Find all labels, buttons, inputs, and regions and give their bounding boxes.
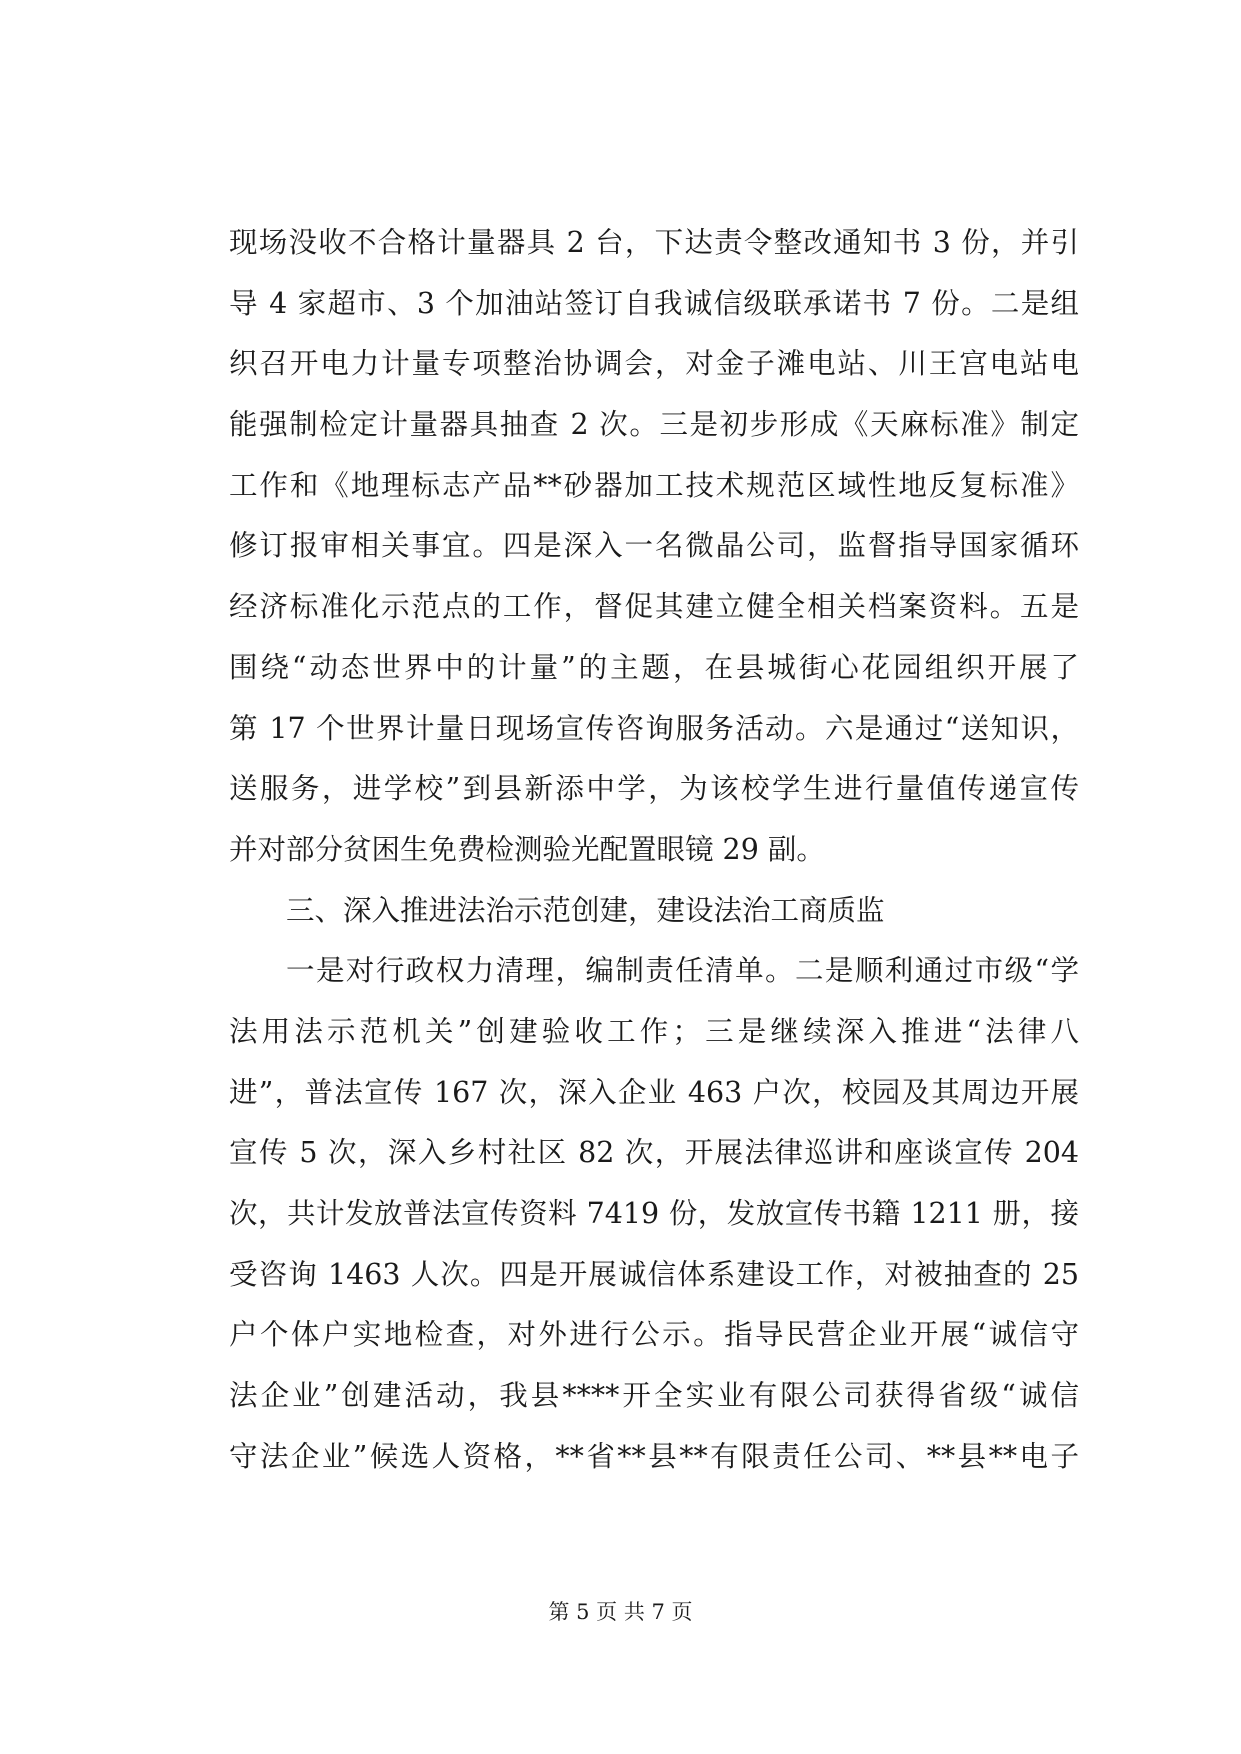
- text-line: 工作和《地理标志产品**砂器加工技术规范区域性地反复标准》: [229, 468, 1079, 502]
- section-heading: 三、深入推进法治示范创建，建设法治工商质监: [286, 893, 885, 927]
- text-line: 现场没收不合格计量器具 2 台，下达责令整改通知书 3 份，并引: [229, 226, 1079, 259]
- text-line: 织召开电力计量专项整治协调会，对金子滩电站、川王宫电站电: [229, 347, 1079, 381]
- text-line: 能强制检定计量器具抽查 2 次。三是初步形成《天麻标准》制定: [229, 408, 1079, 442]
- text-line: 导 4 家超市、3 个加油站签订自我诚信级联承诺书 7 份。二是组: [229, 286, 1079, 320]
- text-line: 进”，普法宣传 167 次，深入企业 463 户次，校园及其周边开展: [229, 1075, 1079, 1109]
- paragraph-rule-of-law: [229, 941, 1079, 1487]
- text-line: 送服务，进学校”到县新添中学，为该校学生进行量值传递宣传: [229, 772, 1079, 806]
- text-line: 经济标准化示范点的工作，督促其建立健全相关档案资料。五是: [229, 590, 1079, 624]
- text-line: 一是对行政权力清理，编制责任清单。二是顺利通过市级“学: [286, 954, 1079, 988]
- document-body: [229, 213, 1079, 1487]
- text-line: 次，共计发放普法宣传资料 7419 份，发放宣传书籍 1211 册，接: [229, 1197, 1079, 1230]
- text-line: 宣传 5 次，深入乡村社区 82 次，开展法律巡讲和座谈宣传 204: [229, 1136, 1079, 1170]
- text-line: 第 17 个世界计量日现场宣传咨询服务活动。六是通过“送知识，: [229, 711, 1079, 745]
- text-line: 并对部分贫困生免费检测验光配置眼镜 29 副。: [229, 832, 825, 866]
- text-line: 法用法示范机关”创建验收工作；三是继续深入推进“法律八: [229, 1014, 1079, 1048]
- text-line: 守法企业”候选人资格，**省**县**有限责任公司、**县**电子: [229, 1439, 1079, 1473]
- text-line: 户个体户实地检查，对外进行公示。指导民营企业开展“诚信守: [229, 1318, 1079, 1352]
- text-line: 围绕“动态世界中的计量”的主题，在县城街心花园组织开展了: [229, 650, 1079, 684]
- text-line: 法企业”创建活动，我县****开全实业有限公司获得省级“诚信: [229, 1379, 1079, 1413]
- page-number-footer: 第 5 页 共 7 页: [548, 1600, 693, 1624]
- text-line: 受咨询 1463 人次。四是开展诚信体系建设工作，对被抽查的 25: [229, 1257, 1079, 1291]
- text-line: 修订报审相关事宜。四是深入一名微晶公司，监督指导国家循环: [229, 529, 1079, 563]
- paragraph-continuation: [229, 213, 1079, 881]
